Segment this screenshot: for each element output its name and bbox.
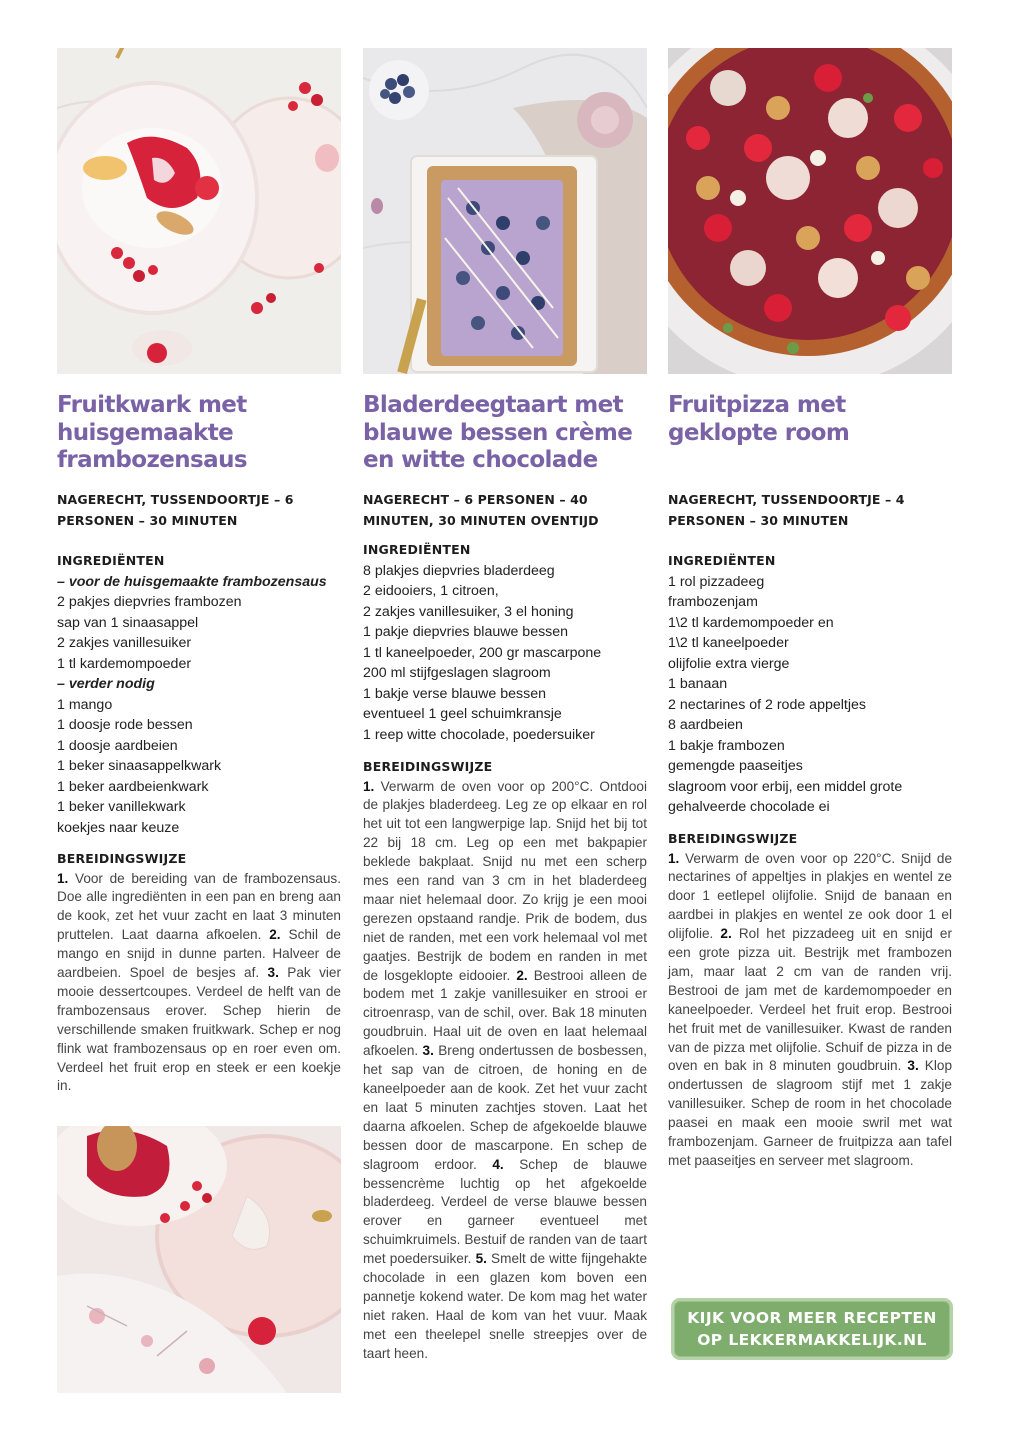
more-recipes-button[interactable] — [671, 1298, 953, 1360]
step-text: Klop ondertussen de slagroom stijf met 1 zakje vanillesuiker. Schep de room in het chocolade paasei en maak een mooie swril met wat frambozenjam. Garneer de fruitpizza aan tafel met paaseitjes en serveer met slagroom. — [668, 1058, 953, 1168]
preparation-text — [57, 870, 341, 1097]
list-item: 200 ml stijfgeslagen slagroom — [363, 665, 551, 681]
recipe-title: Bladerdeegtaart met blauwe bessen crème en witte chocolade — [363, 392, 633, 473]
fruitkwark-photo — [57, 48, 341, 374]
step-number: 4. — [492, 1156, 504, 1172]
step-number: 2. — [516, 967, 528, 983]
list-item: gehalveerde chocolade ei — [668, 799, 830, 815]
list-item: 1 doosje rode bessen — [57, 717, 193, 733]
list-item: 8 plakjes diepvries bladerdeeg — [363, 562, 555, 579]
ingredients-list — [57, 572, 347, 839]
preparation-heading: BEREIDINGSWIJZE — [363, 759, 493, 774]
fruitkwark-second-photo — [57, 1126, 341, 1393]
list-item: 2 pakjes diepvries frambozen — [57, 594, 242, 610]
step-text: Smelt de witte fijngehakte chocolade in een glazen kom boven een pannetje kokend water. De kom mag het water niet raken. Haal de kom van het vuur. Maak met een theelepel snelle streepjes over de taart heen. — [363, 1251, 648, 1361]
ingredients-section — [668, 551, 958, 818]
list-item: 1 reep witte chocolade, poedersuiker — [363, 726, 595, 743]
preparation-section — [57, 849, 341, 1096]
preparation-text — [363, 778, 647, 1364]
list-item: 1\2 tl kaneelpoeder — [668, 635, 789, 651]
ingredient-subheading: – voor de huisgemaakte frambozensaus — [57, 573, 327, 590]
list-item: 2 zakjes vanillesuiker, 3 el honing — [363, 603, 574, 620]
more-recipes-label — [687, 1307, 936, 1351]
step-number: 3. — [267, 965, 279, 981]
step-number: 3. — [422, 1043, 434, 1059]
fruitpizza-illustration — [668, 48, 952, 374]
fruitkwark-bowl-illustration — [57, 1126, 341, 1393]
ingredients-list — [363, 561, 653, 746]
preparation-heading: BEREIDINGSWIJZE — [57, 851, 187, 866]
step-text: Breng ondertussen de bosbessen, het sap van de citroen, de honing en de kaneelpoeder aan de kook. Zet het vuur zacht en laat 5 minuten zachtjes stoven. Laat het daarna afkoelen. Schep de afgekoelde blauwe bessen door de mascarpone. En schep de slagroom erdoor. — [363, 1043, 648, 1172]
list-item: 1 rol pizzadeeg — [668, 573, 765, 590]
step-text: Schep de blauwe bessencrème luchtig op het afgekoelde bladerdeeg. Verdeel de verse blauwe bessen erover en garneer eventueel met schuimkruimels. Bestuif de randen van de taart met poedersuiker. — [363, 1156, 648, 1267]
ingredient-subheading: – verder nodig — [57, 676, 155, 692]
step-text: Bestrooi alleen de bodem met 1 zakje vanillesuiker en strooi er citroenrasp, van de schil, over. Bak 18 minuten goudbruin. Haal uit de oven en laat helemaal afkoelen. — [363, 967, 648, 1059]
fruitkwark-illustration — [57, 48, 341, 374]
list-item: 1 pakje diepvries blauwe bessen — [363, 624, 569, 640]
step-number: 1. — [57, 870, 69, 886]
step-number: 1. — [363, 778, 375, 794]
ingredients-section — [363, 540, 653, 745]
step-text: Verwarm de oven voor op 200°C. Ontdooi de plakjes bladerdeeg. Leg ze op elkaar en rol het uit tot een langwerpige lap. Snijd het bij tot 22 bij 18 cm. Leg op een met bakpapier beklede bakplaat. Snijd nu met een scherp mes een rand van 3 cm in het bladerdeeg maar niet helemaal door. Zo krijg je een mooi gerezen opstaand randje. Prik de bodem, dus niet de randen, met een vork helemaal vol met gaatjes. Bestrijk de bodem en randen in met de losgeklopte eidooier. — [363, 778, 647, 983]
list-item: eventueel 1 geel schuimkransje — [363, 706, 562, 722]
preparation-heading: BEREIDINGSWIJZE — [668, 831, 798, 846]
list-item: 1 mango — [57, 696, 113, 713]
ingredients-heading: INGREDIËNTEN — [668, 553, 776, 568]
fruitpizza-photo — [668, 48, 952, 374]
list-item: 1 beker aardbeienkwark — [57, 778, 209, 795]
step-number: 5. — [475, 1251, 487, 1267]
step-text: Rol het pizzadeeg uit en snijd er een grote pizza uit. Bestrijk met frambozen jam, maar laat 2 cm van de randen vrij. Bestrooi de jam met de kardemompoeder en kaneelpoeder. Verdeel het fruit erop. Bestrooi het fruit met de vanillesuiker. Kwast de randen van de pizza met olijfolie. Schuif de pizza in de oven en bak in 8 minuten goudbruin. — [668, 926, 953, 1074]
step-number: 2. — [720, 926, 732, 942]
bladerdeegtaart-photo — [363, 48, 647, 374]
recipe-title: Fruitkwark met huisgemaakte frambozensaus — [57, 392, 247, 473]
step-number: 1. — [668, 850, 680, 866]
ingredients-list — [668, 572, 958, 818]
step-text: Pak vier mooie dessertcoupes. Verdeel de helft van de frambozensaus erover. Schep hierin de verschillende smaken fruitkwark. Schep er nog flink wat frambozensaus op en roer even om. Verdeel het fruit erop en steek er een koekje in. — [57, 965, 342, 1094]
list-item: 1 tl kardemompoeder — [57, 655, 192, 672]
list-item: 1 banaan — [668, 676, 728, 692]
ingredients-heading: INGREDIËNTEN — [57, 553, 165, 568]
list-item: 2 eidooiers, 1 citroen, — [363, 583, 499, 599]
list-item: slagroom voor erbij, een middel grote — [668, 778, 903, 795]
step-text: Voor de bereiding van de frambozensaus. Doe alle ingrediënten in een pan en breng aan de kook, zet het vuur zacht en laat 3 minuten pruttelen. Laat daarna afkoelen. — [57, 870, 341, 943]
list-item: 1 tl kaneelpoeder, 200 gr mascarpone — [363, 644, 602, 661]
recipe-meta: NAGERECHT – 6 PERSONEN – 40 MINUTEN, 30 MINUTEN OVENTIJD — [363, 492, 599, 528]
list-item: olijfolie extra vierge — [668, 655, 790, 672]
list-item: 1 bakje verse blauwe bessen — [363, 685, 546, 702]
list-item: koekjes naar keuze — [57, 819, 180, 836]
list-item: 1 beker sinaasappelkwark — [57, 758, 222, 774]
ingredients-section — [57, 551, 347, 838]
step-text: Verwarm de oven voor op 220°C. Snijd de nectarines of appeltjes in plakjes en wentel ze door 1 eetlepel olijfolie. Snijd de banaan en aardbei in plakjes en wentel ze ook door 1 el olijfolie. — [668, 850, 952, 942]
bladerdeegtaart-illustration — [363, 48, 647, 374]
list-item: 1\2 tl kardemompoeder en — [668, 614, 834, 631]
recipe-meta: NAGERECHT, TUSSENDOORTJE – 6 PERSONEN – 30 MINUTEN — [57, 492, 294, 528]
cta-line-1: KIJK VOOR MEER RECEPTEN — [687, 1309, 937, 1327]
step-number: 3. — [907, 1058, 919, 1074]
preparation-section — [363, 757, 647, 1364]
list-item: frambozenjam — [668, 594, 758, 610]
list-item: 1 bakje frambozen — [668, 737, 785, 754]
list-item: gemengde paaseitjes — [668, 758, 803, 774]
list-item: 2 zakjes vanillesuiker — [57, 635, 192, 651]
list-item: 2 nectarines of 2 rode appeltjes — [668, 696, 866, 713]
preparation-text — [668, 850, 952, 1171]
list-item: sap van 1 sinaasappel — [57, 614, 199, 631]
step-number: 2. — [269, 927, 281, 943]
cta-line-2: OP LEKKERMAKKELIJK.NL — [697, 1331, 927, 1349]
step-text: Schil de mango en snijd in dunne parten. Halveer de aardbeien. Spoel de besjes af. — [57, 927, 341, 981]
preparation-section — [668, 829, 952, 1171]
list-item: 1 beker vanillekwark — [57, 799, 186, 815]
recipe-title: Fruitpizza met geklopte room — [668, 392, 850, 446]
list-item: 1 doosje aardbeien — [57, 737, 178, 754]
list-item: 8 aardbeien — [668, 717, 743, 733]
recipe-meta: NAGERECHT, TUSSENDOORTJE – 4 PERSONEN – 30 MINUTEN — [668, 492, 905, 528]
ingredients-heading: INGREDIËNTEN — [363, 542, 471, 557]
